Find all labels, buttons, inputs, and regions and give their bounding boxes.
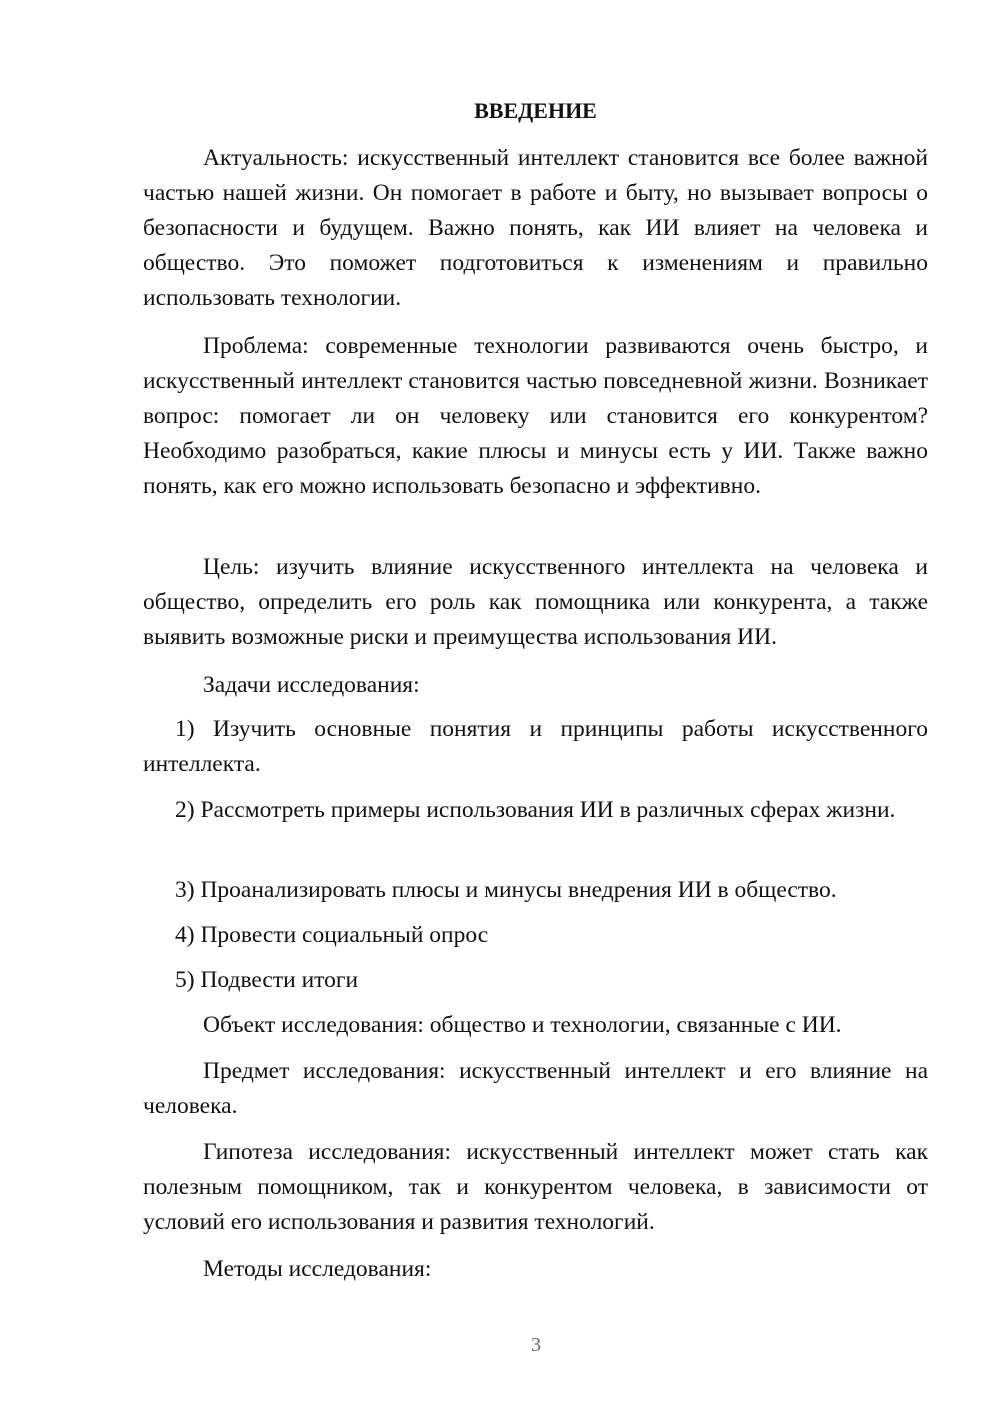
task-item-5: 5) Подвести итоги [175, 967, 359, 993]
problem-paragraph: Проблема: современные технологии развиваются очень быстро, и искусственный интеллект становится частью повседневной жизни. Возникает вопрос: помогает ли он человеку или становится его конкурентом? Необходимо разобраться, какие плюсы и минусы есть у ИИ. Также важно понять, как его можно использовать безопасно и эффективно. [143, 333, 928, 499]
subject-paragraph: Предмет исследования: искусственный интеллект и его влияние на человека. [143, 1058, 928, 1119]
methods-title: Методы исследования: [203, 1256, 432, 1282]
task-item-3: 3) Проанализировать плюсы и минусы внедрения ИИ в общество. [175, 877, 837, 903]
task-item-2: 2) Рассмотреть примеры использования ИИ в различных сферах жизни. [175, 797, 896, 823]
page-heading: ВВЕДЕНИЕ [474, 98, 597, 123]
page-number: 3 [531, 1334, 541, 1356]
task-item-4: 4) Провести социальный опрос [175, 922, 489, 948]
tasks-title: Задачи исследования: [203, 672, 420, 698]
object-paragraph: Объект исследования: общество и технологии, связанные с ИИ. [203, 1012, 842, 1038]
task-item-1: 1) Изучить основные понятия и принципы работы искусственного интеллекта. [143, 716, 928, 777]
hypothesis-paragraph: Гипотеза исследования: искусственный интеллект может стать как полезным помощником, так и конкурентом человека, в зависимости от условий его использования и развития технологий. [143, 1139, 928, 1235]
relevance-paragraph: Актуальность: искусственный интеллект становится все более важной частью нашей жизни. Он помогает в работе и быту, но вызывает вопросы о безопасности и будущем. Важно понять, как ИИ влияет на человека и общество. Это поможет подготовиться к изменениям и правильно использовать технологии. [143, 145, 928, 311]
goal-paragraph: Цель: изучить влияние искусственного интеллекта на человека и общество, определить его роль как помощника или конкурента, а также выявить возможные риски и преимущества использования ИИ. [143, 554, 928, 650]
